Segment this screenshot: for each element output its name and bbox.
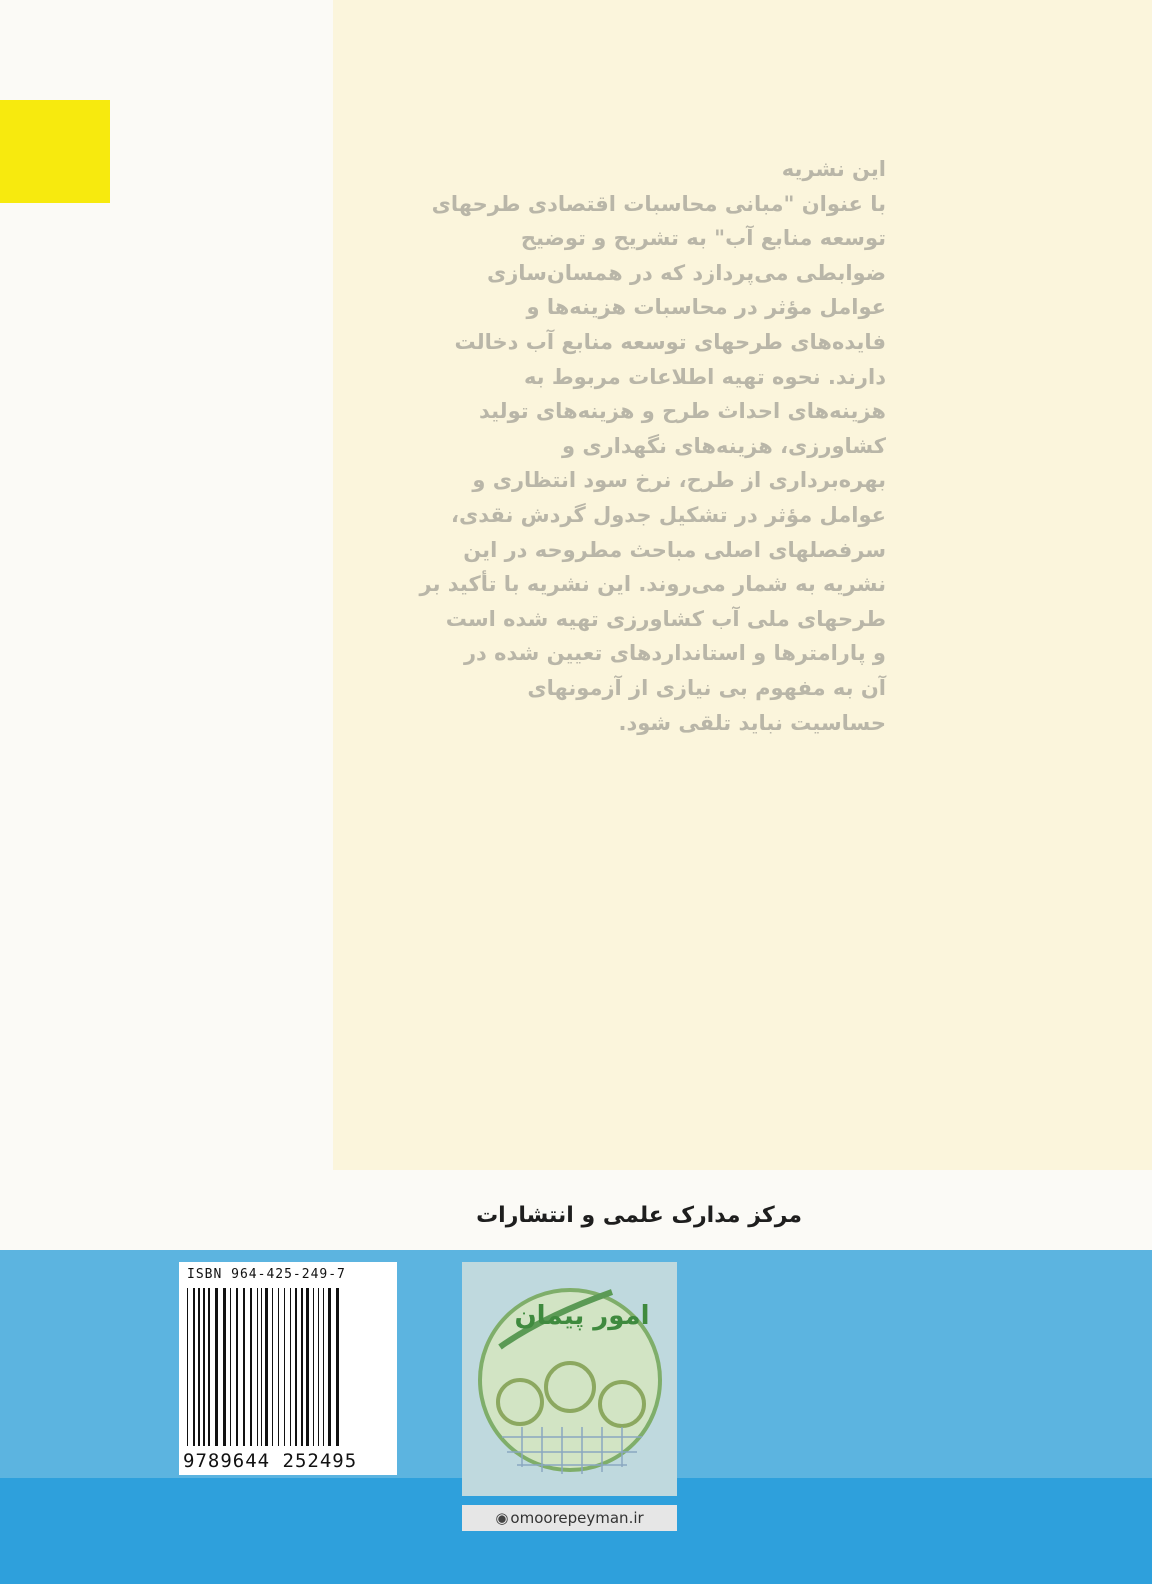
barcode-bar [215,1288,218,1446]
barcode-bar [290,1288,291,1446]
isbn-label: ISBN 964-425-249-7 [187,1267,346,1282]
barcode-bars [185,1288,391,1448]
publisher-name: مرکز مدارک علمی و انتشارات [476,1203,802,1228]
barcode-bar [198,1288,200,1446]
barcode-bar [301,1288,303,1446]
barcode-bar [265,1288,268,1446]
barcode-bar [284,1288,285,1446]
description-line: حساسیت نباید تلقی شود. [618,710,886,735]
description-line: سرفصلهای اصلی مباحث مطروحه در این [463,537,886,562]
description-line: عوامل مؤثر در محاسبات هزینه‌ها و [526,295,886,320]
description-line: فایده‌های طرحهای توسعه منابع آب دخالت [454,329,886,354]
back-cover-description [372,152,886,740]
barcode-bar [323,1288,324,1446]
description-line: هزینه‌های احداث طرح و هزینه‌های تولید [478,399,886,424]
barcode-bar [250,1288,252,1446]
description-line: عوامل مؤثر در تشکیل جدول گردش نقدی، [450,502,886,527]
description-line: بهره‌برداری از طرح، نرخ سود انتظاری و [472,468,886,493]
barcode-bar [230,1288,231,1446]
barcode-bar [336,1288,339,1446]
description-line: ضوابطی می‌پردازد که در همسان‌سازی [486,260,886,285]
omoorepeyman-logo-icon [462,1262,677,1496]
description-line: طرحهای ملی آب کشاورزی تهیه شده است [445,606,886,631]
barcode-bar [243,1288,245,1446]
barcode-bar [203,1288,205,1446]
barcode-bar [187,1288,188,1446]
barcode-bar [257,1288,258,1446]
barcode-bar [272,1288,273,1446]
watermark-url-text: omoorepeyman.ir [510,1509,644,1527]
watermark-logo [462,1262,677,1496]
yellow-accent-tab [0,100,110,203]
barcode-bar [328,1288,331,1446]
barcode-bar [223,1288,226,1446]
barcode-bar [193,1288,195,1446]
barcode-bar [313,1288,314,1446]
barcode-bar [236,1288,238,1446]
barcode-bar [295,1288,297,1446]
watermark-url [462,1505,677,1531]
description-line: با عنوان "مبانی محاسبات اقتصادی طرحهای [431,191,886,216]
description-line: این نشریه [781,157,886,181]
description-line: آن به مفهوم بی نیازی از آزمونهای [527,675,886,700]
logo-text: امور پیمان [514,1301,650,1331]
barcode-bar [261,1288,262,1446]
description-line: توسعه منابع آب" به تشریح و توضیح [520,226,886,251]
description-line: دارند. نحوه تهیه اطلاعات مربوط به [523,364,886,389]
globe-icon: ◉ [495,1509,509,1527]
isbn-barcode [179,1262,397,1475]
barcode-bar [208,1288,210,1446]
description-line: و پارامترها و استانداردهای تعیین شده در [463,641,886,666]
barcode-bar [278,1288,279,1446]
description-line: کشاورزی، هزینه‌های نگهداری و [561,433,886,458]
barcode-bar [318,1288,319,1446]
description-line: نشریه به شمار می‌روند. این نشریه با تأکید بر [419,572,886,597]
barcode-digits: 9789644 252495 [183,1450,358,1472]
barcode-bar [306,1288,309,1446]
